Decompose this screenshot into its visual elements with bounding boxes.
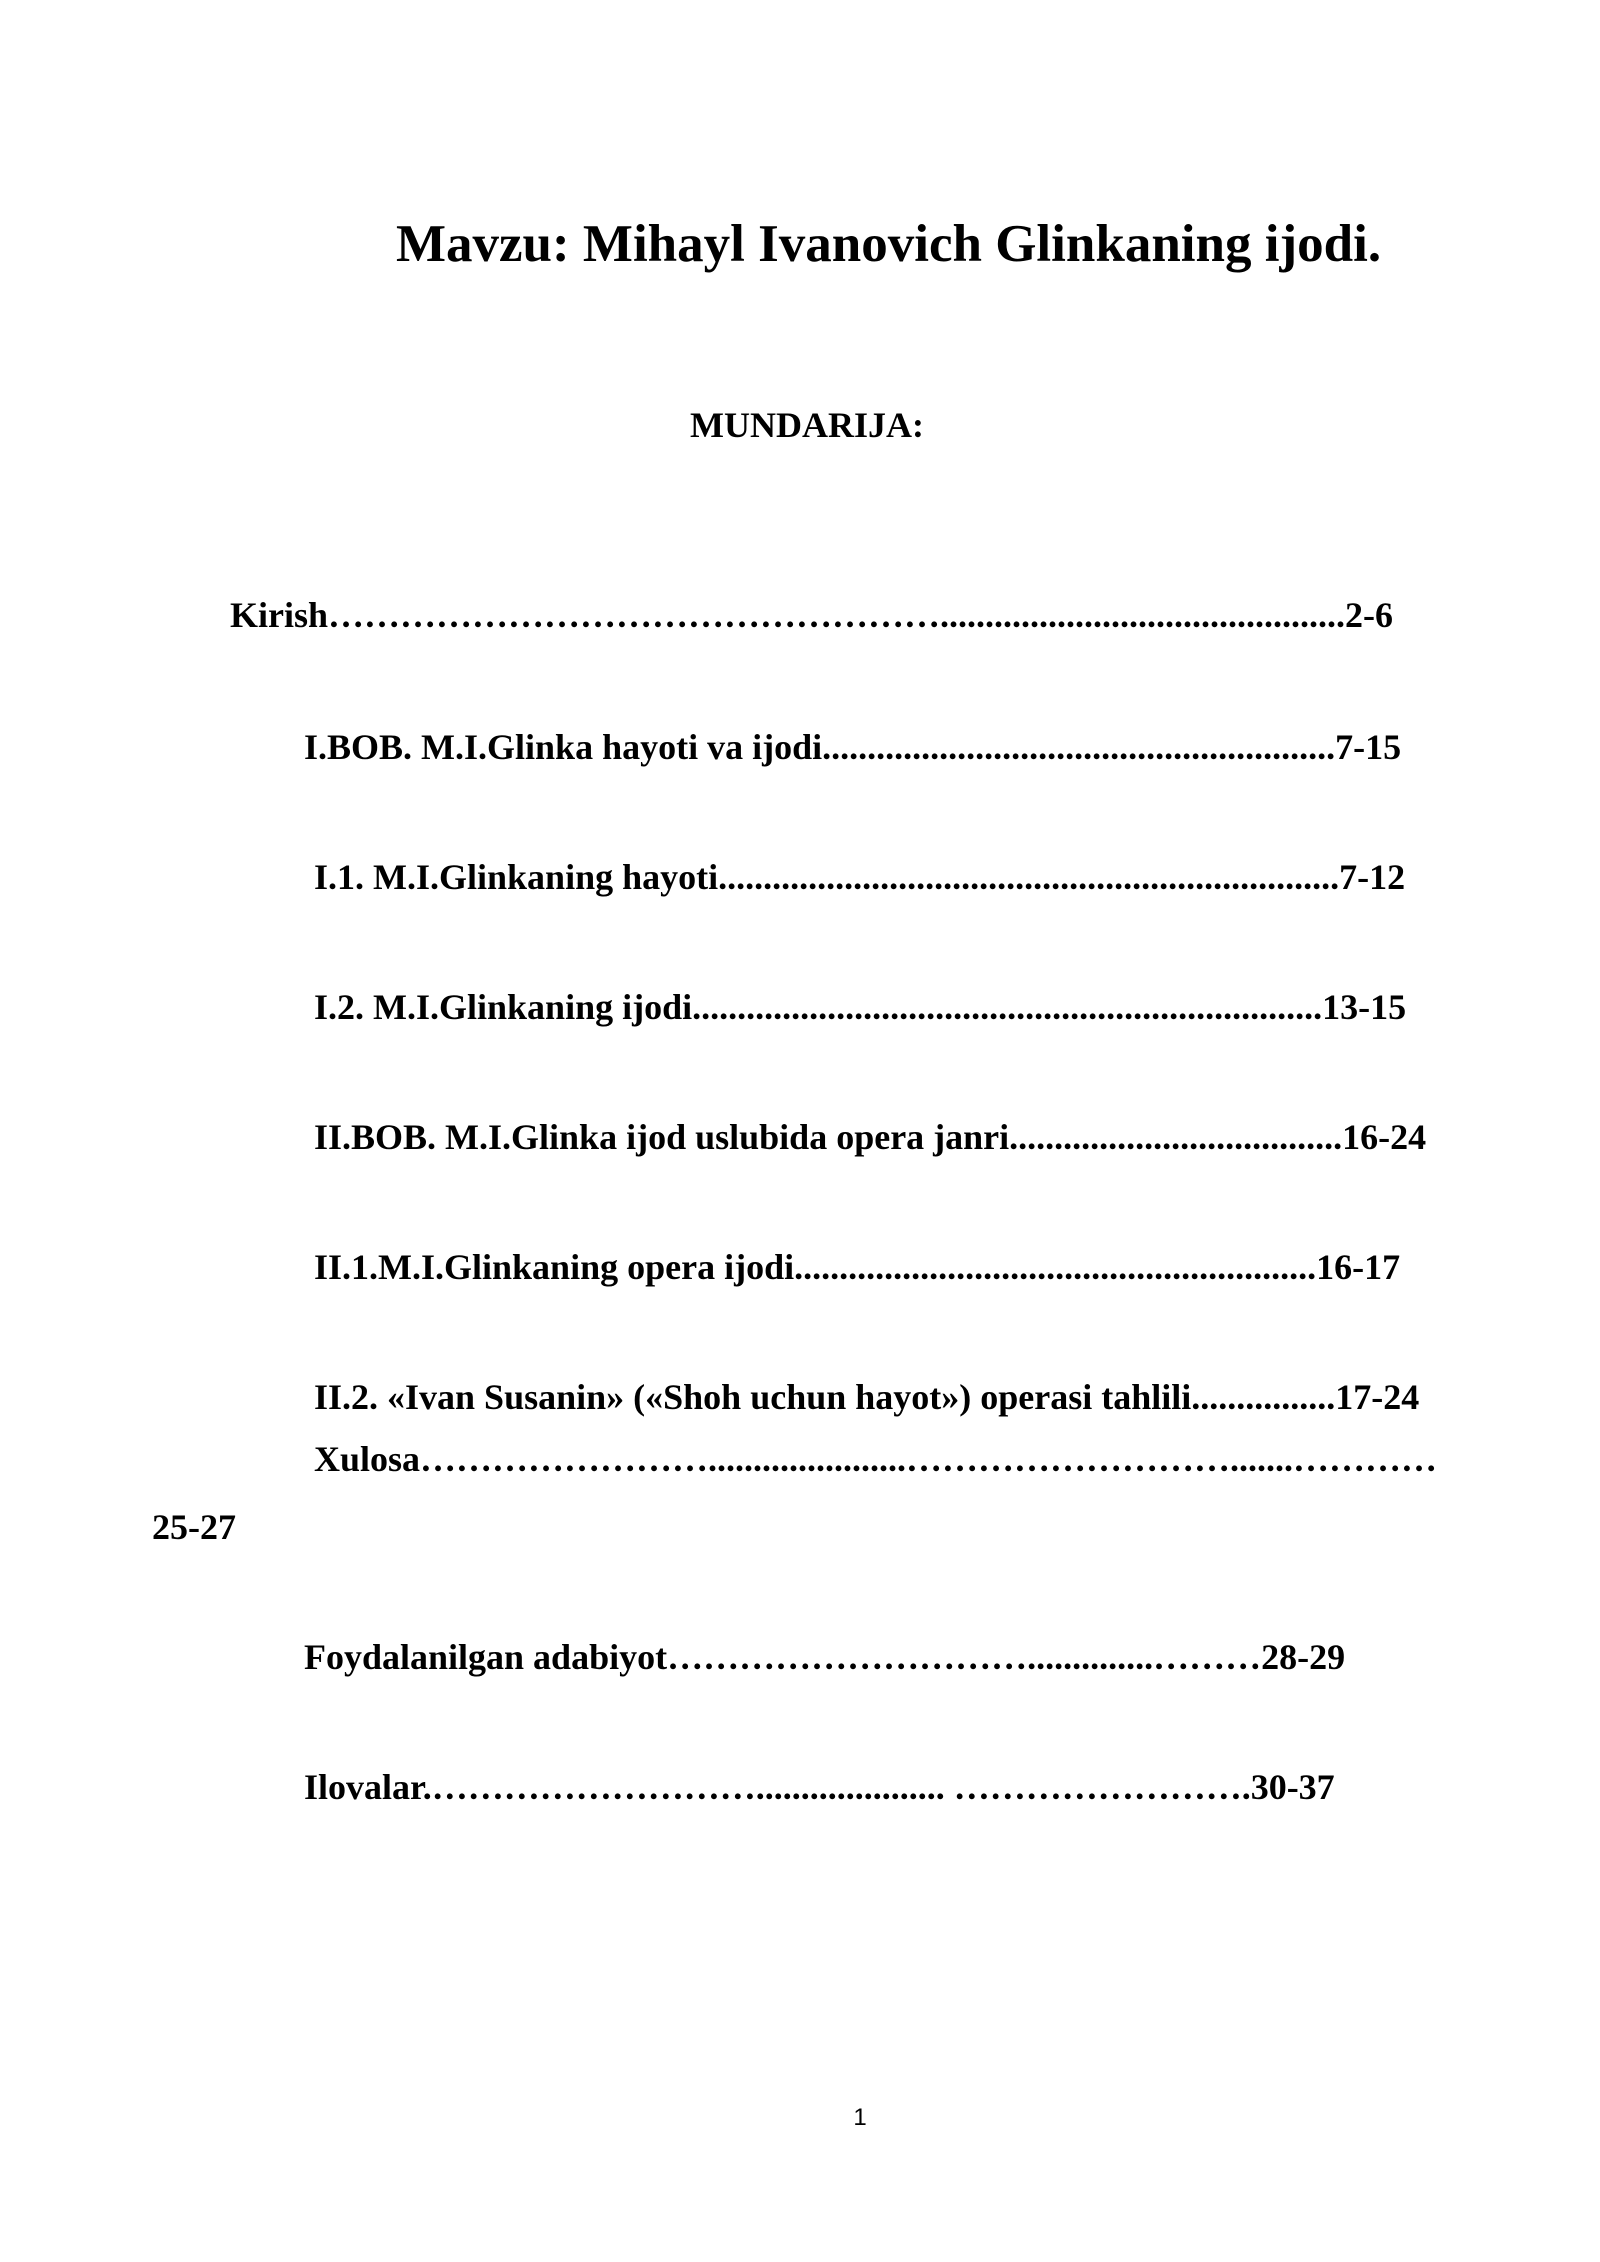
toc-entry-chapter-1: I.BOB. M.I.Glinka hayoti va ijodi.........................................................7-15 (304, 727, 1402, 767)
toc-entry-xulosa: Xulosa……………………......................……………………….......………… (314, 1439, 1438, 1479)
toc-heading: MUNDARIJA: (690, 405, 924, 445)
toc-entry-chapter-2: II.BOB. M.I.Glinka ijod uslubida opera janri.....................................16-24 (314, 1117, 1427, 1157)
toc-entry-section-1-2: I.2. M.I.Glinkaning ijodi......................................................................13-15 (314, 987, 1407, 1027)
toc-entry-xulosa-pages: 25-27 (152, 1507, 236, 1547)
toc-entry-bibliography: Foydalanilgan adabiyot…………………………..............………28-29 (304, 1637, 1346, 1677)
toc-entry-section-2-2: II.2. «Ivan Susanin» («Shoh uchun hayot») operasi tahlili................17-24 (314, 1377, 1420, 1417)
toc-entry-kirish: Kirish…………………………………………….............................................2-6 (230, 595, 1394, 635)
toc-entry-appendices: Ilovalar.………………………..................... …………………….30-37 (304, 1767, 1335, 1807)
toc-entry-section-1-1: I.1. M.I.Glinkaning hayoti.....................................................................7-12 (314, 857, 1406, 897)
document-title: Mavzu: Mihayl Ivanovich Glinkaning ijodi. (396, 215, 1382, 273)
toc-entry-section-2-1: II.1.M.I.Glinkaning opera ijodi..........................................................16-17 (314, 1247, 1401, 1287)
page-number: 1 (853, 2104, 867, 2131)
